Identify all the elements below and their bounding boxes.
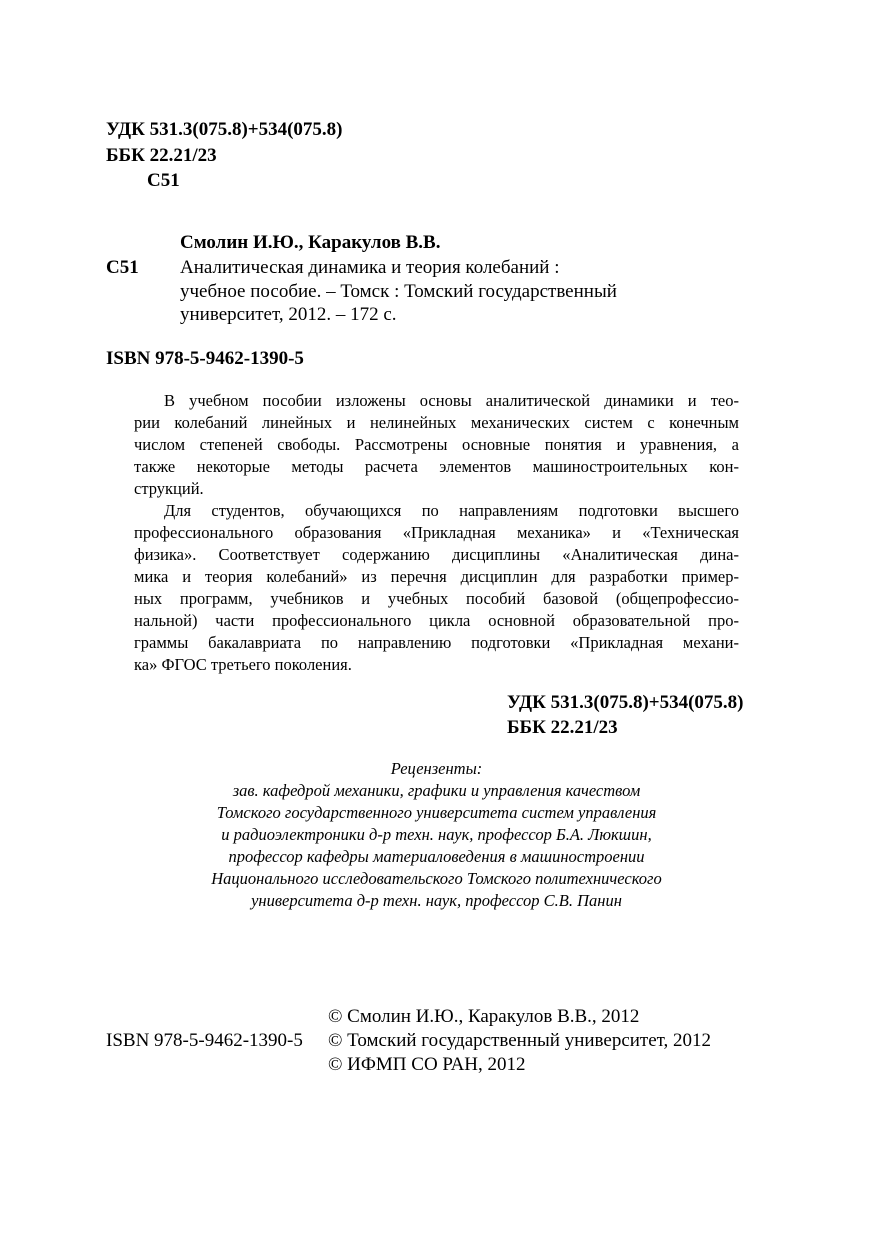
abstract-line: граммы бакалавриата по направлению подготовки «Прикладная механи- (134, 633, 739, 652)
abstract-line: В учебном пособии изложены основы аналитической динамики и тео- (164, 391, 739, 410)
reviewer-line: Томского государственного университета систем управления (216, 803, 657, 822)
biblio-title-line: Аналитическая динамика и теория колебаний : (180, 257, 560, 278)
isbn-top: ISBN 978-5-9462-1390-5 (106, 348, 304, 369)
bbk-header: ББК 22.21/23 (106, 145, 217, 166)
reviewer-line: профессор кафедры материаловедения в машиностроении (228, 847, 645, 866)
udk-classification: УДК 531.3(075.8)+534(075.8) (507, 692, 744, 713)
author-code: С51 (106, 257, 139, 278)
biblio-pages-line: университет, 2012. – 172 с. (180, 304, 397, 325)
authors: Смолин И.Ю., Каракулов В.В. (180, 232, 441, 253)
reviewers (134, 758, 739, 912)
abstract-line: числом степеней свободы. Рассмотрены основные понятия и уравнения, а (134, 435, 739, 454)
reviewer-line: зав. кафедрой механики, графики и управления качеством (232, 781, 641, 800)
copyright-institute: © ИФМП СО РАН, 2012 (328, 1054, 526, 1075)
biblio-publisher-line: учебное пособие. – Томск : Томский государственный (180, 281, 617, 302)
reviewers-title: Рецензенты: (390, 759, 483, 778)
abstract-line: нальной) части профессионального цикла основной образовательной про- (134, 611, 739, 630)
abstract-line: мика и теория колебаний» из перечня дисциплин для разработки пример- (134, 567, 739, 586)
abstract-line: профессионального образования «Прикладная механика» и «Техническая (134, 523, 739, 542)
abstract-line: также некоторые методы расчета элементов машиностроительных кон- (134, 457, 739, 476)
reviewer-line: университета д-р техн. наук, профессор С.В. Панин (251, 891, 622, 910)
abstract-line: струкций. (134, 479, 204, 498)
udk-header: УДК 531.3(075.8)+534(075.8) (106, 119, 343, 140)
isbn-bottom: ISBN 978-5-9462-1390-5 (106, 1030, 303, 1051)
reviewer-line: и радиоэлектроники д-р техн. наук, профессор Б.А. Люкшин, (221, 825, 652, 844)
copyright-authors: © Смолин И.Ю., Каракулов В.В., 2012 (328, 1006, 640, 1027)
abstract-line: Для студентов, обучающихся по направлениям подготовки высшего (164, 501, 739, 520)
copyright-university: © Томский государственный университет, 2012 (328, 1030, 712, 1051)
abstract-line: физика». Соответствует содержанию дисциплины «Аналитическая дина- (134, 545, 739, 564)
abstract-line: рии колебаний линейных и нелинейных механических систем с конечным (134, 413, 739, 432)
bbk-classification: ББК 22.21/23 (507, 717, 618, 738)
abstract-line: ных программ, учебников и учебных пособий базовой (общепрофессио- (134, 589, 739, 608)
abstract-line: ка» ФГОС третьего поколения. (134, 655, 352, 674)
author-code-header: С51 (147, 170, 180, 191)
reviewer-line: Национального исследовательского Томского политехнического (211, 869, 662, 888)
